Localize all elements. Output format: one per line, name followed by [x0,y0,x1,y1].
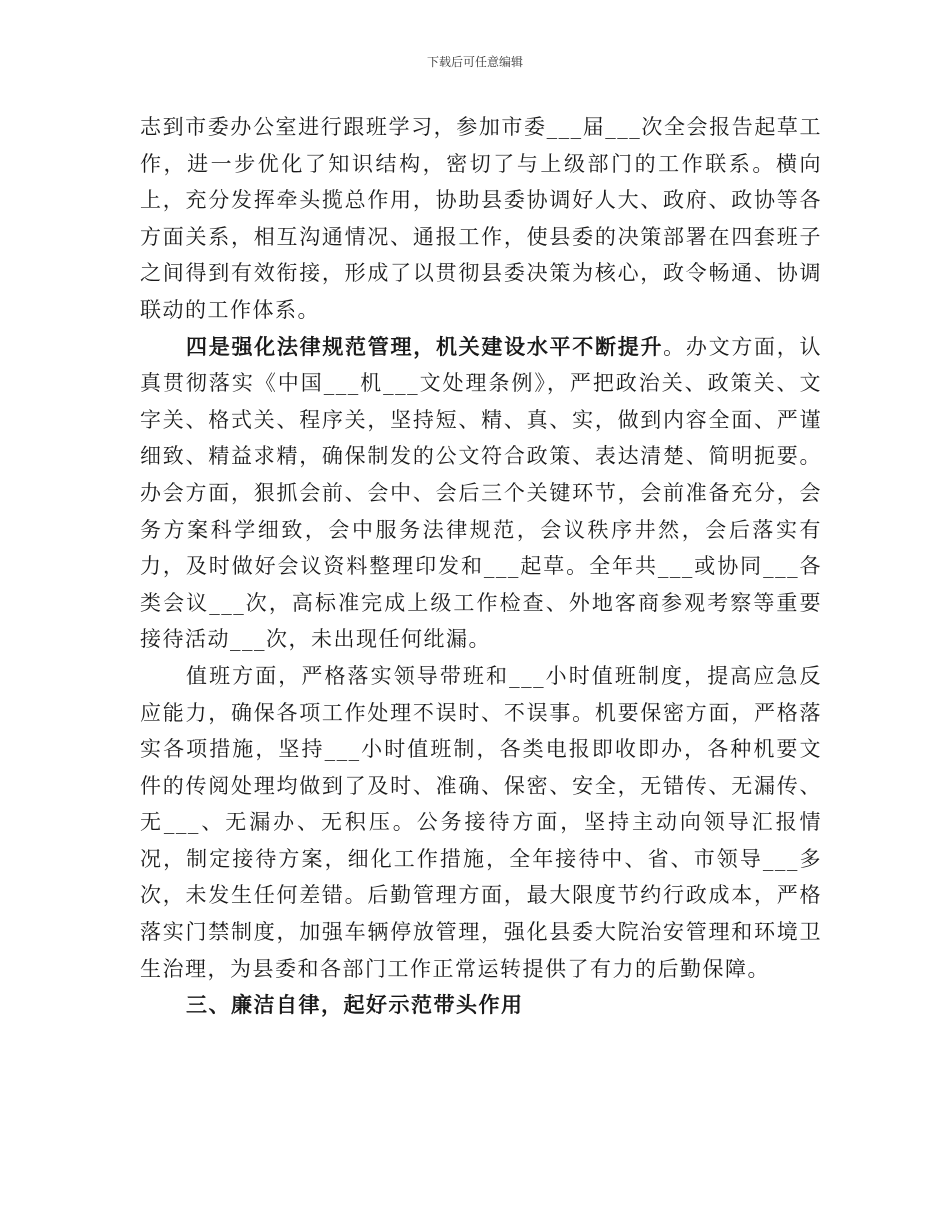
paragraph-1: 志到市委办公室进行跟班学习，参加市委___届___次全会报告起草工作，进一步优化了知识结构，密切了与上级部门的工作联系。横向上，充分发挥牵头揽总作用，协助县委协调好人大、政府、政协等各方面关系，相互沟通情况、通报工作，使县委的决策部署在四套班子之间得到有效衔接，形成了以贯彻县委决策为核心，政令畅通、协调联动的工作体系。 [140,115,822,322]
paragraph-3: 值班方面，严格落实领导带班和___小时值班制度，提高应急反应能力，确保各项工作处理不误时、不误事。机要保密方面，严格落实各项措施，坚持___小时值班制，各类电报即收即办，各种机要文件的传阅处理均做到了及时、准确、保密、安全，无错传、无漏传、无___、无漏办、无积压。公务接待方面，坚持主动向领导汇报情况，制定接待方案，细化工作措施，全年接待中、省、市领导___多次，未发生任何差错。后勤管理方面，最大限度节约行政成本，严格落实门禁制度，加强车辆停放管理，强化县委大院治安管理和环境卫生治理，为县委和各部门工作正常运转提供了有力的后勤保障。 [140,663,822,981]
document-body [140,109,822,1024]
paragraph-2-lead: 四是强化法律规范管理，机关建设水平不断提升 [186,333,664,359]
page-header: 下载后可任意编辑 [426,55,523,69]
paragraph-2 [140,329,822,658]
section-heading: 三、廉洁自律，起好示范带头作用 [186,992,524,1018]
paragraph-2-body: 。办文方面，认真贯彻落实《中国___机___文处理条例》，严把政治关、政策关、文字关、格式关、程序关，坚持短、精、真、实，做到内容全面、严谨细致、精益求精，确保制发的公文符合政策、表达清楚、简明扼要。办会方面，狠抓会前、会中、会后三个关键环节，会前准备充分，会务方案科学细致，会中服务法律规范，会议秩序井然，会后落实有力，及时做好会议资料整理印发和___起草。全年共___或协同___各类会议___次，高标准完成上级工作检查、外地客商参观考察等重要接待活动___次，未出现任何纰漏。 [140,334,823,652]
